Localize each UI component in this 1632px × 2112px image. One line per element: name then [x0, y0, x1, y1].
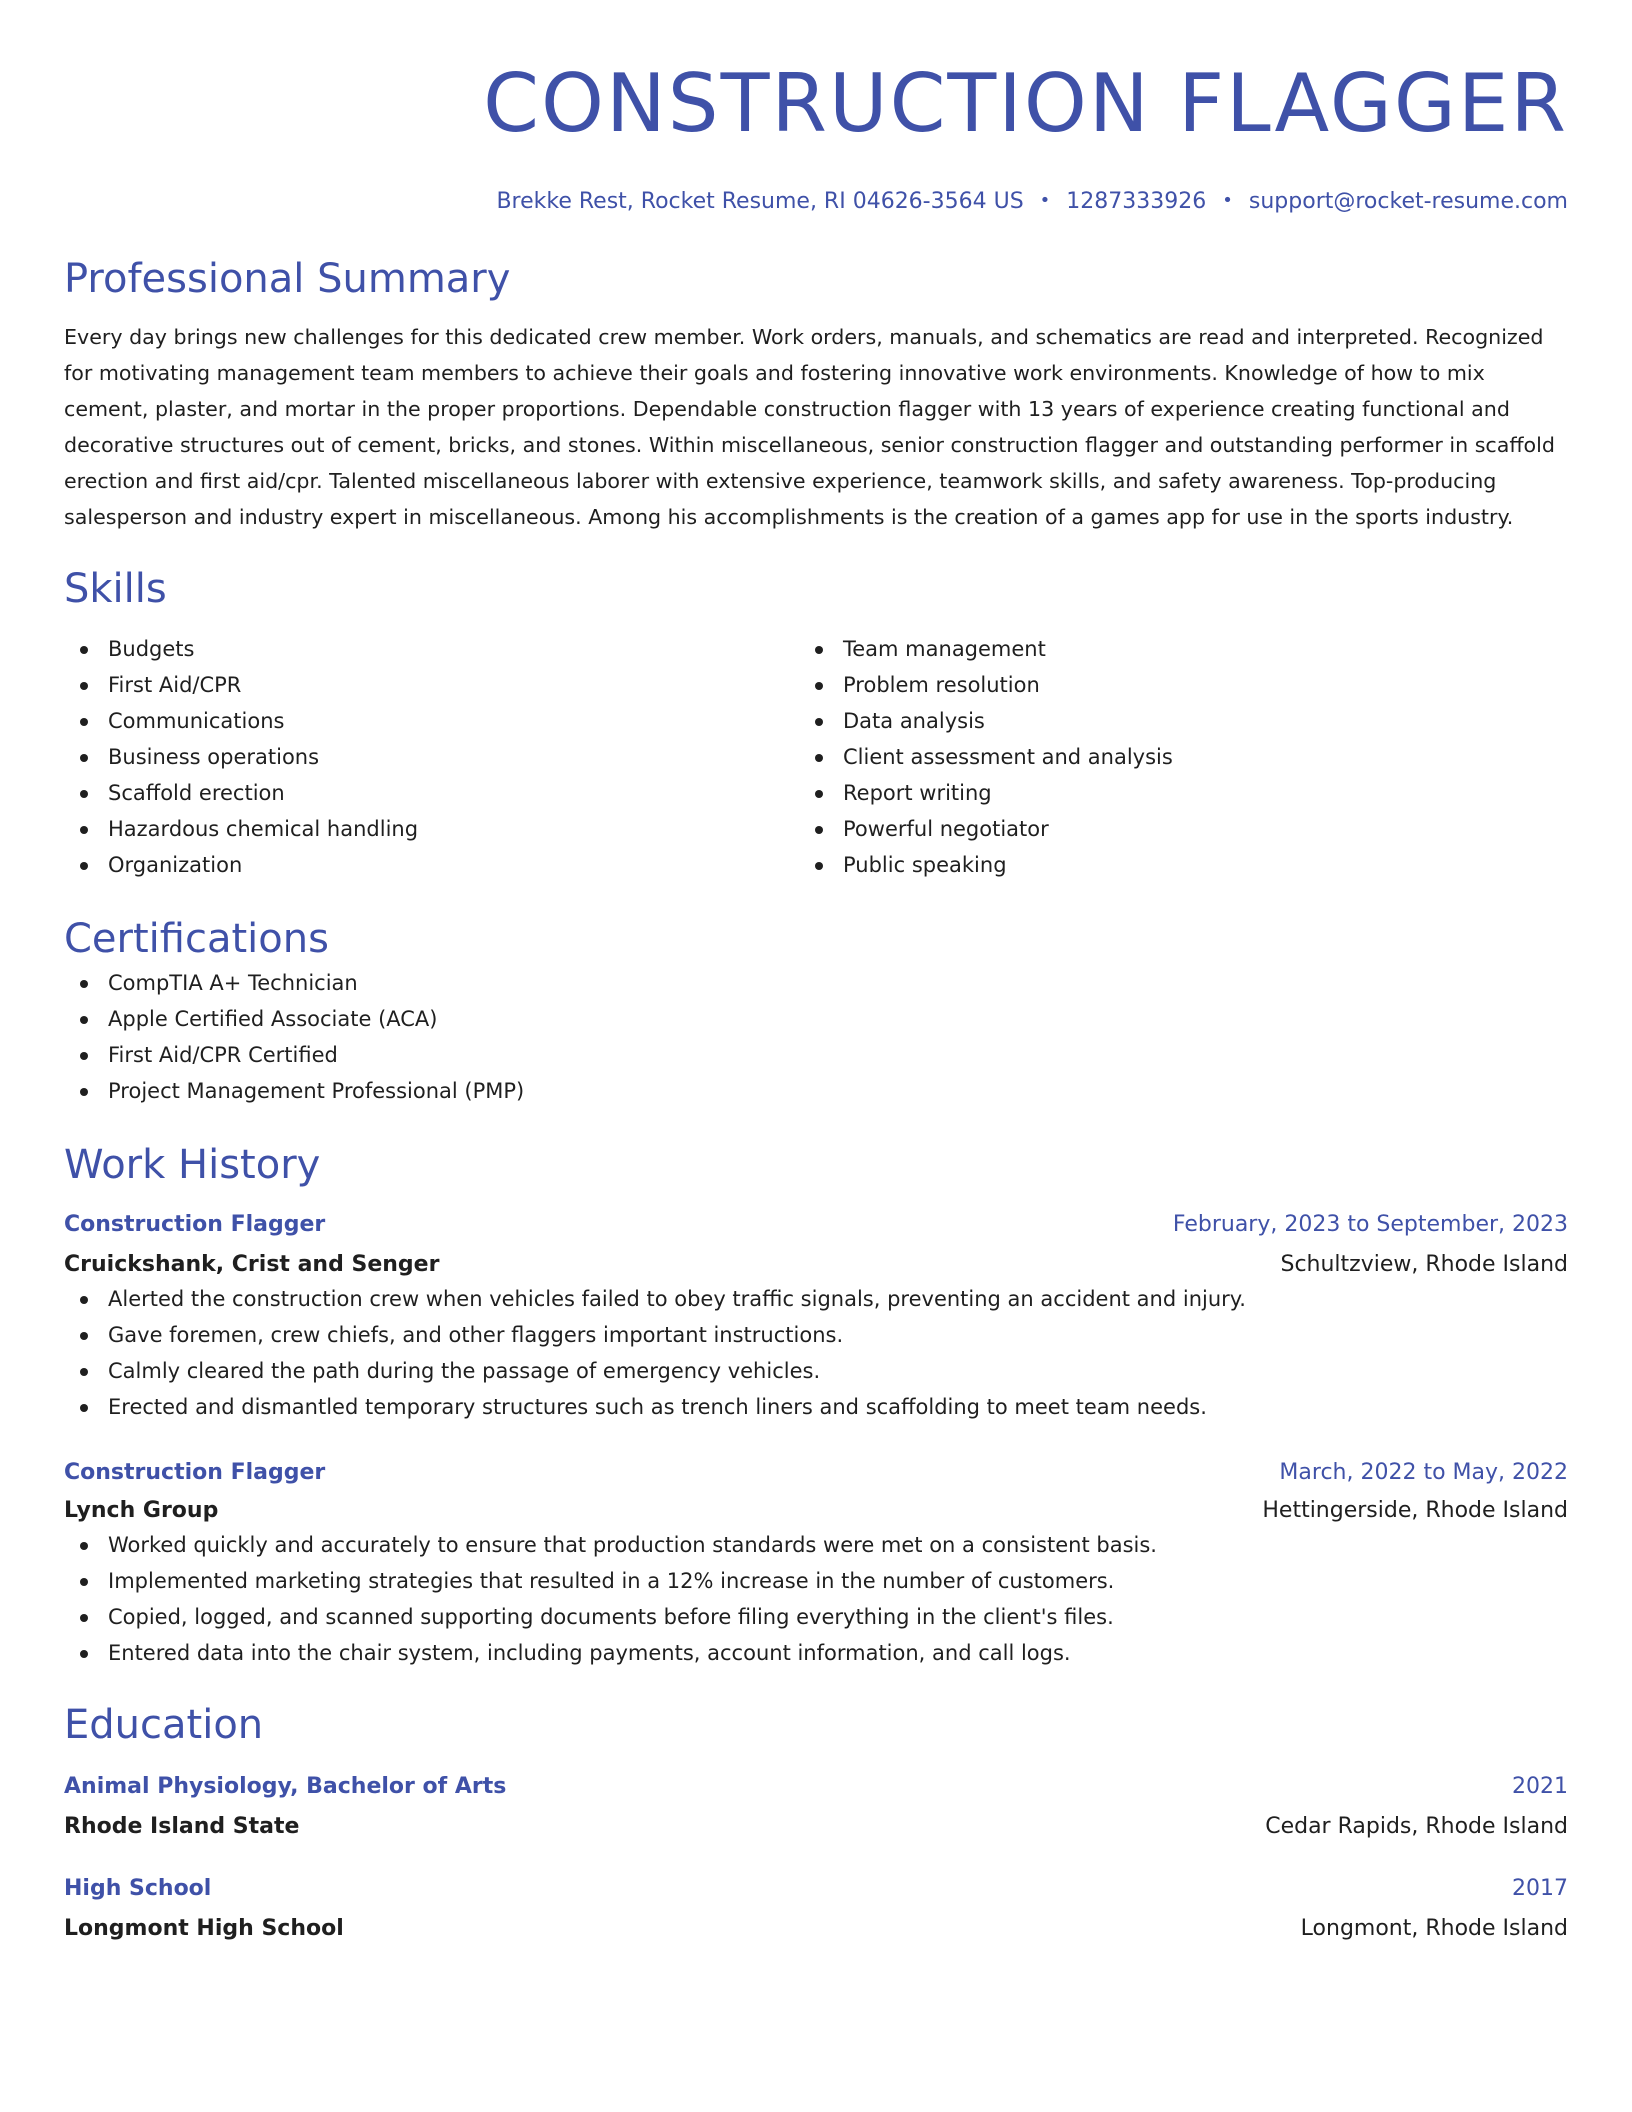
education-school: Longmont High School: [64, 1916, 344, 1941]
skills-heading: Skills: [64, 566, 167, 612]
certifications-heading: Certifications: [64, 916, 329, 962]
education-heading: Education: [64, 1702, 264, 1748]
job-company: Lynch Group: [64, 1498, 219, 1523]
job-duties-list: [64, 1281, 1568, 1425]
job-company-row: [64, 1495, 1568, 1527]
education-location: Longmont, Rhode Island: [1300, 1916, 1568, 1941]
job-duty: Implemented marketing strategies that resulted in a 12% increase in the number of customers.: [64, 1563, 1568, 1599]
skills-list-right: [799, 631, 1534, 883]
contact-separator: •: [1039, 190, 1051, 211]
job-duty: Gave foremen, crew chiefs, and other flaggers important instructions.: [64, 1317, 1568, 1353]
skill-item: Business operations: [64, 739, 799, 775]
certification-item: First Aid/CPR Certified: [64, 1037, 1568, 1073]
job-entry: [64, 1457, 1568, 1671]
skill-item: Scaffold erection: [64, 775, 799, 811]
job-title: Construction Flagger: [64, 1460, 326, 1485]
job-dates: February, 2023 to September, 2023: [1172, 1212, 1568, 1237]
job-duty: Worked quickly and accurately to ensure that production standards were met on a consistent basis.: [64, 1527, 1568, 1563]
job-duty: Erected and dismantled temporary structures such as trench liners and scaffolding to meet team needs.: [64, 1389, 1568, 1425]
job-duty: Copied, logged, and scanned supporting documents before filing everything in the client's files.: [64, 1599, 1568, 1635]
education-header-row: [64, 1873, 1568, 1905]
contact-line: [64, 186, 1568, 217]
job-duty: Alerted the construction crew when vehicles failed to obey traffic signals, preventing an accident and injury.: [64, 1281, 1568, 1317]
education-year: 2021: [1512, 1774, 1568, 1799]
skill-item: Hazardous chemical handling: [64, 811, 799, 847]
skill-item: Communications: [64, 703, 799, 739]
skill-item: Team management: [799, 631, 1534, 667]
certifications-list: [64, 965, 1568, 1109]
education-school-row: [64, 1913, 1568, 1945]
contact-address: Brekke Rest, Rocket Resume, RI 04626-3564 US: [496, 189, 1024, 214]
candidate-title: CONSTRUCTION FLAGGER: [483, 57, 1568, 150]
contact-separator: •: [1222, 190, 1233, 211]
job-company-row: [64, 1249, 1568, 1281]
education-location: Cedar Rapids, Rhode Island: [1265, 1814, 1568, 1839]
summary-text: Every day brings new challenges for this dedicated crew member. Work orders, manuals, and schematics are read and interpreted. Recognized for motivating management team members to achieve their goals and fostering innovative work environments. Knowledge of how to mix cement, plaster, and mortar in the proper proportions. Dependable construction flagger with 13 years of experience creating functional and decorative structures out of cement, bricks, and stones. Within miscellaneous, senior construction flagger and outstanding performer in scaffold erection and first aid/cpr. Talented miscellaneous laborer with extensive experience, teamwork skills, and safety awareness. Top-producing salesperson and industry expert in miscellaneous. Among his accomplishments is the creation of a games app for use in the sports industry.: [64, 325, 1555, 529]
education-degree: Animal Physiology, Bachelor of Arts: [64, 1774, 507, 1799]
contact-email: support@rocket-resume.com: [1248, 189, 1568, 214]
skills-list-left: [64, 631, 799, 883]
certification-item: Apple Certified Associate (ACA): [64, 1001, 1568, 1037]
certification-item: CompTIA A+ Technician: [64, 965, 1568, 1001]
certification-item: Project Management Professional (PMP): [64, 1073, 1568, 1109]
skill-item: Report writing: [799, 775, 1534, 811]
education-degree: High School: [64, 1876, 212, 1901]
job-duty: Calmly cleared the path during the passage of emergency vehicles.: [64, 1353, 1568, 1389]
skill-item: Client assessment and analysis: [799, 739, 1534, 775]
skill-item: Data analysis: [799, 703, 1534, 739]
skills-columns: [64, 631, 1568, 883]
education-header-row: [64, 1771, 1568, 1803]
job-title: Construction Flagger: [64, 1212, 326, 1237]
skill-item: Problem resolution: [799, 667, 1534, 703]
job-header-row: [64, 1457, 1568, 1489]
skill-item: Organization: [64, 847, 799, 883]
job-entry: [64, 1209, 1568, 1425]
education-school-row: [64, 1811, 1568, 1843]
education-school: Rhode Island State: [64, 1814, 300, 1839]
education-entry: [64, 1771, 1568, 1843]
work-history-heading: Work History: [64, 1142, 321, 1188]
contact-phone: 1287333926: [1066, 189, 1207, 214]
job-location: Hettingerside, Rhode Island: [1262, 1498, 1568, 1523]
skill-item: Public speaking: [799, 847, 1534, 883]
job-location: Schultzview, Rhode Island: [1280, 1252, 1568, 1277]
skill-item: Budgets: [64, 631, 799, 667]
summary-heading: Professional Summary: [64, 256, 511, 302]
education-entry: [64, 1873, 1568, 1945]
job-company: Cruickshank, Crist and Senger: [64, 1252, 440, 1277]
job-duties-list: [64, 1527, 1568, 1671]
skill-item: Powerful negotiator: [799, 811, 1534, 847]
skill-item: First Aid/CPR: [64, 667, 799, 703]
job-dates: March, 2022 to May, 2022: [1279, 1460, 1568, 1485]
resume-header: [64, 56, 1568, 217]
job-duty: Entered data into the chair system, including payments, account information, and call logs.: [64, 1635, 1568, 1671]
job-header-row: [64, 1209, 1568, 1241]
education-year: 2017: [1512, 1876, 1568, 1901]
